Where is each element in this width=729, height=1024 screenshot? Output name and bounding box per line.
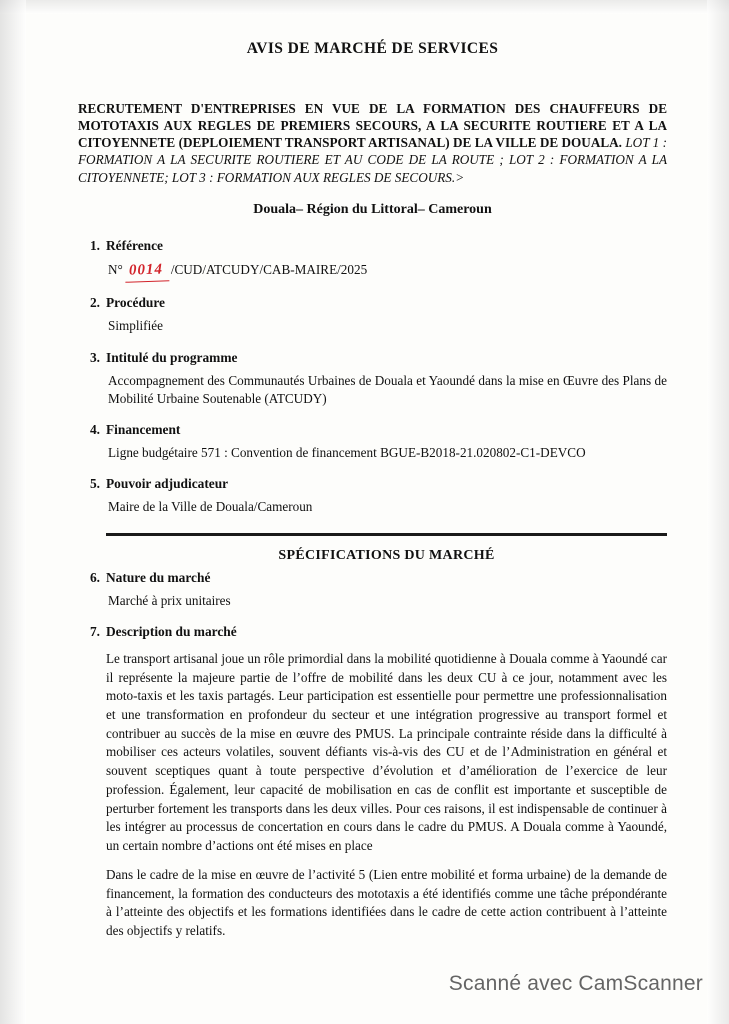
description-paragraph-1: Le transport artisanal joue un rôle primordial dans la mobilité quotidienne à Douala comme à Yaoundé car il représente la majeure partie de l’offre de mobilité dans les deux CU à ce jour, notamment avec les moto-taxis et les taxis partagés. Leur participation est essentielle pour permettre une professionnalisation et une transformation en profondeur du secteur et une intégration progressive au transport formel et contribuer au succès de la mise en œuvre des PMUS. La principale contrainte réside dans la difficulté à mobiliser ces acteurs volatiles, souvent défiants vis-à-vis des CU et de l’Administration en général et souvent sceptiques quant à toute perspective d’évolution et d’amélioration de l’exercice de leur profession. Également, leur capacité de mobilisation en cas de conflit est importante et susceptible de perturber fortement les transports dans les deux villes. Pour ces raisons, il est indispensable de continuer à les intégrer au processus de concertation en cours dans le cadre du PMUS. A Douala comme à Yaoundé, un certain nombre d’actions ont été mises en place (106, 650, 667, 854)
reference-handwritten-value: 0014 (124, 259, 169, 282)
section-body (108, 260, 667, 282)
section-financement (106, 422, 667, 462)
section-heading: Financement (106, 422, 181, 438)
section-body: Maire de la Ville de Douala/Cameroun (108, 499, 313, 515)
section-heading: Nature du marché (106, 569, 211, 585)
section-programme (106, 350, 667, 408)
section-nature-du-marche (106, 570, 667, 610)
reference-suffix: /CUD/ATCUDY/CAB-MAIRE/2025 (170, 261, 368, 277)
section-heading: Pouvoir adjudicateur (106, 476, 229, 492)
sections-list (78, 238, 667, 941)
scan-shadow-right (707, 0, 729, 1024)
lead-bold-text: RECRUTEMENT D'ENTREPRISES EN VUE DE LA FORMATION DES CHAUFFEURS DE MOTOTAXIS AUX REGLES DE PREMIERS SECOURS, A LA SECURITE ROUTIERE ET A LA CITOYENNETE (DEPLOIEMENT TRANSPORT ARTISANAL) DE LA VILLE DE DOUALA. (78, 101, 667, 151)
camscanner-watermark: Scanné avec CamScanner (448, 972, 703, 995)
document-subtitle: Douala– Région du Littoral– Cameroun (253, 201, 492, 217)
section-heading: Intitulé du programme (106, 349, 238, 365)
lead-italic-text: LOT 1 : FORMATION A LA SECURITE ROUTIERE ET AU CODE DE LA ROUTE ; LOT 2 : FORMATION A LA CITOYENNETE; LOT 3 : FORMATION AUX REGLES DE SECOURS.> (78, 135, 668, 185)
section-heading: Description du marché (106, 623, 237, 639)
section-divider (106, 533, 667, 536)
page-title: AVIS DE MARCHÉ DE SERVICES (246, 40, 499, 57)
specifications-header: SPÉCIFICATIONS DU MARCHÉ (278, 547, 495, 563)
section-body: Ligne budgétaire 571 : Convention de financement BGUE-B2018-21.020802-C1-DEVCO (108, 445, 586, 461)
section-body: Simplifiée (108, 318, 163, 334)
section-reference (106, 238, 667, 282)
reference-prefix: N° (108, 261, 123, 277)
section-pouvoir-adjudicateur (106, 476, 667, 516)
scan-shadow-left (0, 0, 26, 1024)
section-procedure (106, 295, 667, 335)
section-description-du-marche (106, 624, 667, 941)
description-paragraph-2: Dans le cadre de la mise en œuvre de l’activité 5 (Lien entre mobilité et forma urbaine) de la demande de financement, la formation des conducteurs des mototaxis a été identifiés comme une tâche prépondérante à l’atteinte des objectifs et les formations identifiées dans le cadre de cette action contribuent à l’atteinte des objectifs y relatifs. (106, 866, 667, 939)
lead-paragraph (78, 100, 667, 186)
reference-line (108, 260, 667, 282)
section-heading: Référence (106, 237, 163, 253)
document-content (78, 34, 667, 945)
section-body: Marché à prix unitaires (108, 592, 231, 608)
section-body: Accompagnement des Communautés Urbaines de Douala et Yaoundé dans la mise en Œuvre des Plans de Mobilité Urbaine Soutenable (ATCUDY) (108, 372, 667, 406)
scan-shadow-top (0, 0, 729, 14)
section-heading: Procédure (106, 295, 166, 311)
